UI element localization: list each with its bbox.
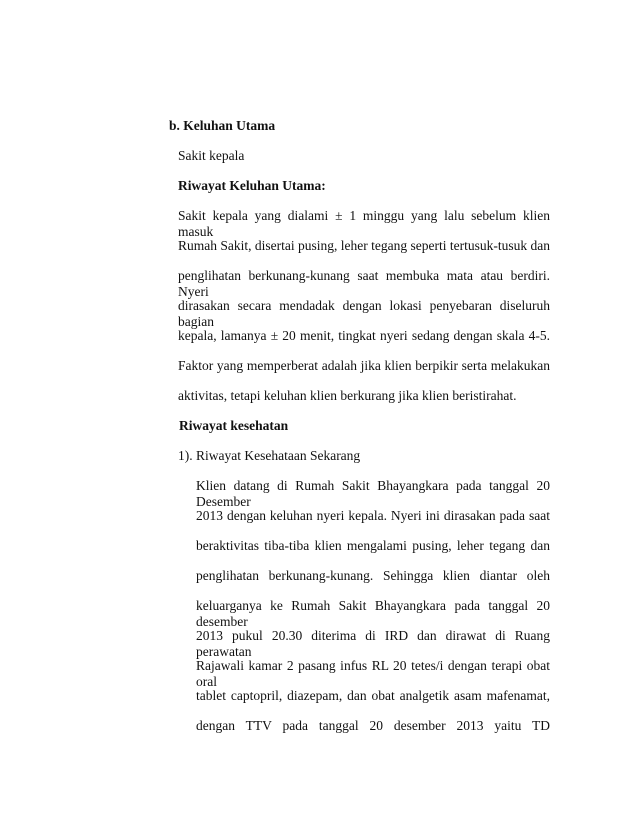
history-line: Faktor yang memperberat adalah jika klien berpikir serta melakukan [178, 358, 550, 373]
history-line: Sakit kepala yang dialami ± 1 minggu yang lalu sebelum klien masuk [178, 208, 550, 239]
current-line: tablet captopril, diazepam, dan obat analgetik asam mafenamat, [196, 688, 550, 703]
history-line: aktivitas, tetapi keluhan klien berkurang jika klien beristirahat. [178, 388, 517, 403]
current-line: keluarganya ke Rumah Sakit Bhayangkara pada tanggal 20 desember [196, 598, 550, 629]
current-line: penglihatan berkunang-kunang. Sehingga klien diantar oleh [196, 568, 550, 583]
health-heading: Riwayat kesehatan [179, 418, 289, 433]
current-line: Rajawali kamar 2 pasang infus RL 20 tetes/i dengan terapi obat oral [196, 658, 550, 689]
chief-complaint-text: Sakit kepala [178, 148, 245, 163]
history-heading: Riwayat Keluhan Utama: [178, 178, 326, 193]
subsection-heading: 1). Riwayat Kesehataan Sekarang [178, 448, 361, 463]
history-line: dirasakan secara mendadak dengan lokasi penyebaran diseluruh bagian [178, 298, 550, 329]
current-line: Klien datang di Rumah Sakit Bhayangkara pada tanggal 20 Desember [196, 478, 550, 509]
current-line: dengan TTV pada tanggal 20 desember 2013 yaitu TD [196, 718, 550, 733]
current-line: 2013 dengan keluhan nyeri kepala. Nyeri ini dirasakan pada saat [196, 508, 550, 523]
section-heading: b. Keluhan Utama [169, 118, 276, 133]
history-line: Rumah Sakit, disertai pusing, leher tegang seperti tertusuk-tusuk dan [178, 238, 550, 253]
history-line: kepala, lamanya ± 20 menit, tingkat nyeri sedang dengan skala 4-5. [178, 328, 550, 343]
current-line: 2013 pukul 20.30 diterima di IRD dan dirawat di Ruang perawatan [196, 628, 550, 659]
history-line: penglihatan berkunang-kunang saat membuka mata atau berdiri. Nyeri [178, 268, 550, 299]
current-line: beraktivitas tiba-tiba klien mengalami pusing, leher tegang dan [196, 538, 550, 553]
